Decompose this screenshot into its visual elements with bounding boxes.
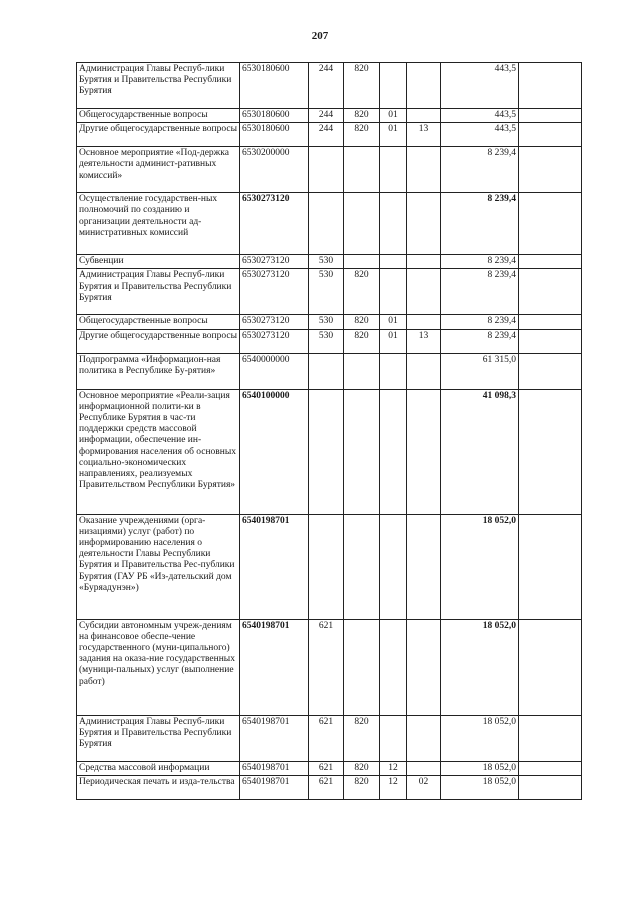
cell-section-code xyxy=(380,193,407,255)
table-row xyxy=(77,63,582,109)
cell-subsection-code xyxy=(407,389,441,514)
cell-expense-type-code: 530 xyxy=(309,329,344,353)
cell-amount: 18 052,0 xyxy=(441,514,519,619)
cell-amount: 8 239,4 xyxy=(441,147,519,193)
cell-department-code xyxy=(344,514,380,619)
cell-section-code: 01 xyxy=(380,123,407,147)
cell-empty xyxy=(519,315,582,329)
cell-name: Администрация Главы Респуб-лики Бурятия и Правительства Республики Бурятия xyxy=(77,269,240,315)
cell-department-code: 820 xyxy=(344,775,380,799)
table-row xyxy=(77,775,582,799)
cell-expense-type-code: 244 xyxy=(309,123,344,147)
table-row xyxy=(77,389,582,514)
cell-name: Основное мероприятие «Реали-зация информационной полити-ки в Республике Бурятия в час-ти поддержки средств массовой информации, обеспечение ин-формирования населения об основных социально-экономических направлениях, реализуемых Правительством Республики Бурятия» xyxy=(77,389,240,514)
cell-name: Средства массовой информации xyxy=(77,761,240,775)
cell-name: Оказание учреждениями (орга-низациями) услуг (работ) по информированию населения о деятельности Главы Республики Бурятия и Правительства Рес-публики Бурятия (ГАУ РБ «Из-дательский дом «Буряадунэн») xyxy=(77,514,240,619)
cell-department-code: 820 xyxy=(344,63,380,109)
cell-department-code: 820 xyxy=(344,761,380,775)
cell-amount: 443,5 xyxy=(441,63,519,109)
cell-name: Другие общегосударственные вопросы xyxy=(77,329,240,353)
cell-subsection-code xyxy=(407,761,441,775)
cell-department-code: 820 xyxy=(344,123,380,147)
cell-expense-type-code: 244 xyxy=(309,63,344,109)
cell-empty xyxy=(519,123,582,147)
cell-empty xyxy=(519,109,582,123)
cell-target-article-code: 6540198701 xyxy=(240,761,309,775)
cell-name: Общегосударственные вопросы xyxy=(77,315,240,329)
cell-name: Подпрограмма «Информацион-ная политика в Республике Бу-рятия» xyxy=(77,353,240,389)
cell-department-code xyxy=(344,193,380,255)
cell-section-code xyxy=(380,353,407,389)
cell-name: Другие общегосударственные вопросы xyxy=(77,123,240,147)
cell-section-code: 01 xyxy=(380,329,407,353)
cell-expense-type-code xyxy=(309,353,344,389)
cell-expense-type-code: 530 xyxy=(309,315,344,329)
cell-section-code xyxy=(380,619,407,715)
cell-name: Субвенции xyxy=(77,255,240,269)
cell-target-article-code: 6530273120 xyxy=(240,315,309,329)
cell-empty xyxy=(519,353,582,389)
cell-section-code xyxy=(380,255,407,269)
cell-target-article-code: 6530180600 xyxy=(240,63,309,109)
cell-empty xyxy=(519,255,582,269)
cell-target-article-code: 6530273120 xyxy=(240,269,309,315)
cell-expense-type-code xyxy=(309,389,344,514)
cell-subsection-code xyxy=(407,193,441,255)
table-row xyxy=(77,353,582,389)
cell-subsection-code xyxy=(407,269,441,315)
cell-empty xyxy=(519,269,582,315)
cell-expense-type-code: 244 xyxy=(309,109,344,123)
cell-expense-type-code xyxy=(309,193,344,255)
table-row xyxy=(77,315,582,329)
table-row xyxy=(77,329,582,353)
cell-section-code xyxy=(380,63,407,109)
cell-empty xyxy=(519,147,582,193)
cell-empty xyxy=(519,619,582,715)
cell-target-article-code: 6530180600 xyxy=(240,123,309,147)
table-row xyxy=(77,761,582,775)
cell-subsection-code xyxy=(407,147,441,193)
cell-expense-type-code: 530 xyxy=(309,255,344,269)
cell-section-code: 12 xyxy=(380,775,407,799)
cell-expense-type-code xyxy=(309,514,344,619)
cell-subsection-code: 13 xyxy=(407,329,441,353)
cell-target-article-code: 6530200000 xyxy=(240,147,309,193)
cell-empty xyxy=(519,715,582,761)
cell-subsection-code: 13 xyxy=(407,123,441,147)
table-row xyxy=(77,269,582,315)
cell-section-code xyxy=(380,514,407,619)
cell-amount: 61 315,0 xyxy=(441,353,519,389)
cell-department-code xyxy=(344,389,380,514)
cell-amount: 443,5 xyxy=(441,109,519,123)
table-row xyxy=(77,514,582,619)
cell-section-code: 01 xyxy=(380,315,407,329)
cell-department-code: 820 xyxy=(344,715,380,761)
cell-subsection-code xyxy=(407,315,441,329)
cell-department-code xyxy=(344,255,380,269)
cell-subsection-code xyxy=(407,353,441,389)
cell-target-article-code: 6540000000 xyxy=(240,353,309,389)
cell-target-article-code: 6540198701 xyxy=(240,619,309,715)
cell-expense-type-code: 530 xyxy=(309,269,344,315)
cell-amount: 8 239,4 xyxy=(441,329,519,353)
cell-department-code xyxy=(344,353,380,389)
cell-subsection-code: 02 xyxy=(407,775,441,799)
table-body xyxy=(77,63,582,800)
cell-target-article-code: 6530273120 xyxy=(240,255,309,269)
cell-amount: 18 052,0 xyxy=(441,619,519,715)
cell-target-article-code: 6540198701 xyxy=(240,775,309,799)
table-row xyxy=(77,193,582,255)
cell-empty xyxy=(519,389,582,514)
page-number: 207 xyxy=(311,30,329,42)
cell-name: Осуществление государствен-ных полномочий по созданию и организации деятельности ад-министративных комиссий xyxy=(77,193,240,255)
cell-empty xyxy=(519,514,582,619)
cell-amount: 443,5 xyxy=(441,123,519,147)
cell-amount: 41 098,3 xyxy=(441,389,519,514)
cell-amount: 8 239,4 xyxy=(441,193,519,255)
cell-amount: 8 239,4 xyxy=(441,255,519,269)
cell-department-code xyxy=(344,619,380,715)
cell-amount: 18 052,0 xyxy=(441,715,519,761)
cell-target-article-code: 6540100000 xyxy=(240,389,309,514)
cell-target-article-code: 6540198701 xyxy=(240,514,309,619)
cell-section-code xyxy=(380,715,407,761)
cell-expense-type-code: 621 xyxy=(309,619,344,715)
cell-section-code: 12 xyxy=(380,761,407,775)
cell-empty xyxy=(519,775,582,799)
cell-name: Субсидии автономным учреж-дениям на финансовое обеспе-чение государственного (муни-ципального) задания на оказа-ние государственных (муници-пальных) услуг (выполнение работ) xyxy=(77,619,240,715)
table-row xyxy=(77,123,582,147)
cell-section-code: 01 xyxy=(380,109,407,123)
cell-expense-type-code: 621 xyxy=(309,715,344,761)
cell-name: Администрация Главы Респуб-лики Бурятия и Правительства Республики Бурятия xyxy=(77,715,240,761)
cell-target-article-code: 6530273120 xyxy=(240,193,309,255)
cell-department-code: 820 xyxy=(344,315,380,329)
cell-target-article-code: 6530273120 xyxy=(240,329,309,353)
cell-amount: 18 052,0 xyxy=(441,775,519,799)
cell-section-code xyxy=(380,389,407,514)
cell-expense-type-code: 621 xyxy=(309,761,344,775)
cell-subsection-code xyxy=(407,619,441,715)
cell-subsection-code xyxy=(407,109,441,123)
table-row xyxy=(77,109,582,123)
cell-department-code xyxy=(344,147,380,193)
cell-department-code: 820 xyxy=(344,269,380,315)
cell-subsection-code xyxy=(407,715,441,761)
cell-amount: 18 052,0 xyxy=(441,761,519,775)
table-row xyxy=(77,715,582,761)
cell-target-article-code: 6530180600 xyxy=(240,109,309,123)
cell-department-code: 820 xyxy=(344,329,380,353)
cell-amount: 8 239,4 xyxy=(441,315,519,329)
cell-name: Периодическая печать и изда-тельства xyxy=(77,775,240,799)
cell-subsection-code xyxy=(407,255,441,269)
cell-name: Администрация Главы Респуб-лики Бурятия и Правительства Республики Бурятия xyxy=(77,63,240,109)
cell-section-code xyxy=(380,269,407,315)
cell-expense-type-code xyxy=(309,147,344,193)
cell-empty xyxy=(519,761,582,775)
cell-department-code: 820 xyxy=(344,109,380,123)
cell-empty xyxy=(519,193,582,255)
cell-empty xyxy=(519,63,582,109)
cell-subsection-code xyxy=(407,514,441,619)
cell-subsection-code xyxy=(407,63,441,109)
table-row xyxy=(77,619,582,715)
cell-target-article-code: 6540198701 xyxy=(240,715,309,761)
cell-amount: 8 239,4 xyxy=(441,269,519,315)
cell-expense-type-code: 621 xyxy=(309,775,344,799)
cell-name: Основное мероприятие «Под-держка деятельности админист-ративных комиссий» xyxy=(77,147,240,193)
table-row xyxy=(77,255,582,269)
cell-name: Общегосударственные вопросы xyxy=(77,109,240,123)
cell-section-code xyxy=(380,147,407,193)
budget-table xyxy=(76,62,582,800)
cell-empty xyxy=(519,329,582,353)
table-row xyxy=(77,147,582,193)
